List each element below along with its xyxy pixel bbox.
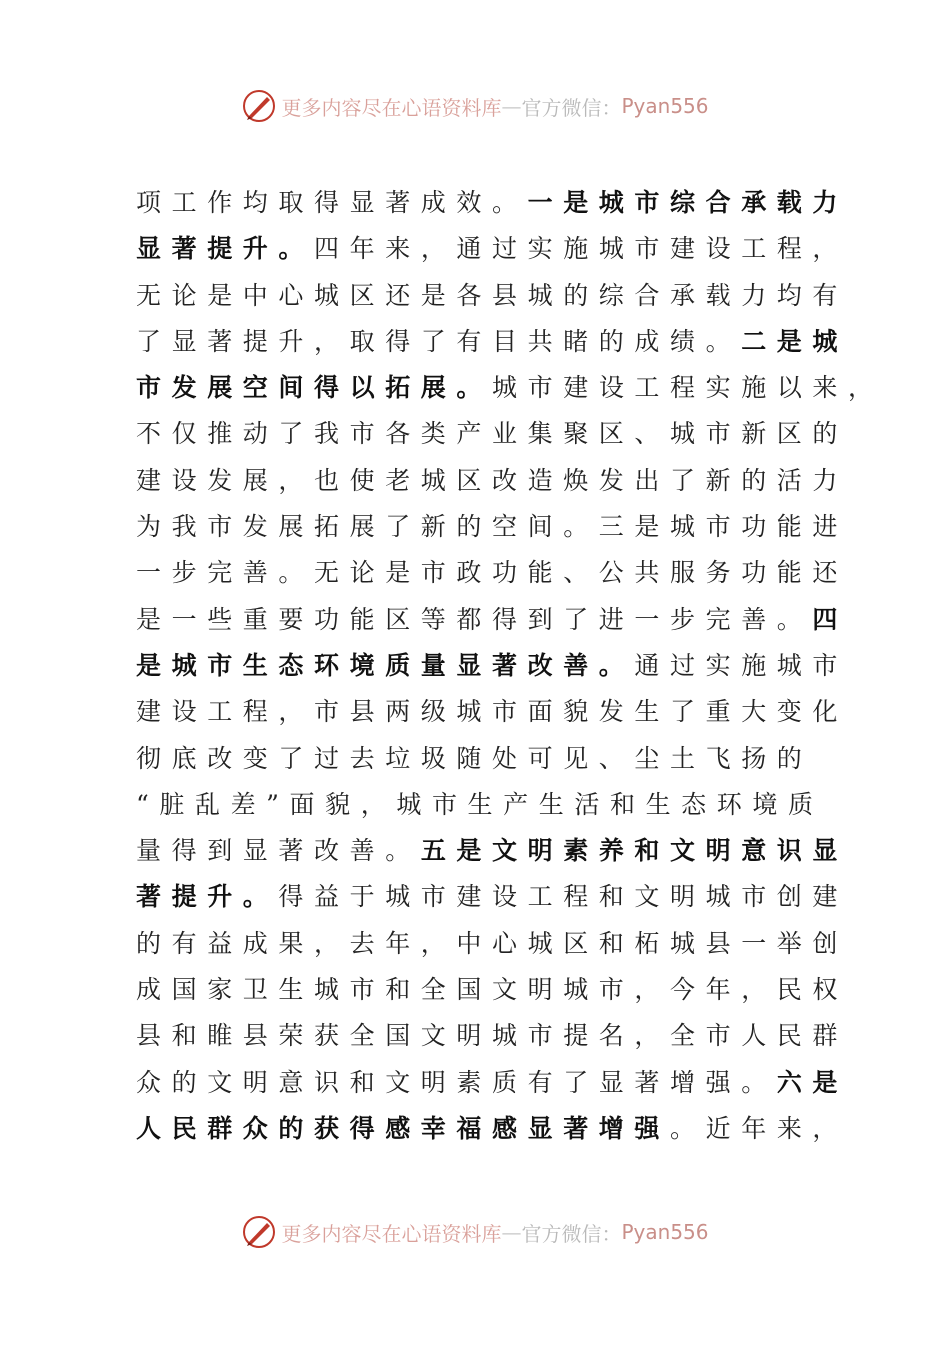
text-segment: 。近年来， — [670, 1113, 849, 1143]
text-line — [136, 319, 849, 365]
text-segment: 建设发展，也使老城区改造焕发出了新的活力 — [136, 465, 849, 495]
text-segment: 是一些重要功能区等都得到了进一步完善。 — [136, 604, 813, 634]
text-line — [136, 458, 849, 504]
text-line — [136, 273, 849, 319]
text-line — [136, 1013, 849, 1059]
text-line — [136, 1060, 849, 1106]
watermark-separator: — — [501, 94, 522, 118]
bold-phrase: 是城市生态环境质量显著改善。 — [136, 650, 635, 680]
text-line — [136, 1106, 849, 1152]
watermark-library-text: 更多内容尽在心语资料库 — [281, 95, 502, 120]
bold-phrase: 二是城 — [741, 326, 849, 356]
text-line — [136, 550, 849, 596]
bold-phrase: 著提升。 — [136, 882, 279, 912]
text-segment: 的有益成果，去年，中心城区和柘城县一举创 — [136, 928, 849, 958]
watermark-library-text: 更多内容尽在心语资料库 — [281, 1221, 502, 1246]
text-line — [136, 643, 849, 689]
text-segment: “脏乱差”面貌，城市生产生活和生态环境质 — [136, 789, 824, 819]
text-segment: 一步完善。无论是市政功能、公共服务功能还 — [136, 558, 849, 588]
text-segment: 县和睢县荣获全国文明城市提名，全市人民群 — [136, 1021, 849, 1051]
text-line — [136, 736, 846, 782]
bold-phrase: 市发展空间得以拓展。 — [136, 373, 493, 403]
text-segment: 众的文明意识和文明素质有了显著增强。 — [136, 1067, 777, 1097]
pen-logo-icon — [241, 1214, 277, 1250]
watermark-wechat-label: 官方微信： — [521, 1221, 622, 1246]
bold-phrase: 五是文明素养和文明意识显 — [420, 836, 849, 866]
text-line — [136, 411, 849, 457]
watermark-wechat-id: Pyan556 — [621, 1220, 709, 1244]
text-line — [136, 828, 849, 874]
text-segment: 彻底改变了过去垃圾随处可见、尘土飞扬的 — [136, 743, 813, 773]
pen-logo-icon — [241, 88, 277, 124]
watermark-wechat-label: 官方微信： — [521, 95, 622, 120]
text-line — [136, 921, 849, 967]
text-line — [136, 365, 884, 411]
text-segment: 量得到显著改善。 — [136, 836, 421, 866]
header-watermark — [0, 86, 950, 126]
text-segment: 为我市发展拓展了新的空间。三是城市功能进 — [136, 512, 849, 542]
bold-phrase: 一是城市综合承载力 — [527, 188, 849, 217]
bold-phrase: 四 — [812, 604, 849, 634]
text-line — [136, 874, 849, 920]
body-text — [136, 180, 884, 1152]
text-segment: 得益于城市建设工程和文明城市创建 — [278, 882, 849, 912]
watermark-separator: — — [501, 1220, 522, 1244]
bold-phrase: 人民群众的获得感幸福感显著增强 — [136, 1113, 671, 1143]
text-line — [136, 504, 849, 550]
text-segment: 不仅推动了我市各类产业集聚区、城市新区的 — [136, 419, 849, 449]
text-segment: 四年来，通过实施城市建设工程， — [314, 234, 849, 264]
footer-watermark — [0, 1212, 950, 1252]
text-line — [136, 782, 846, 828]
text-segment: 项工作均取得显著成效。 — [136, 188, 528, 217]
text-segment: 成国家卫生城市和全国文明城市，今年，民权 — [136, 975, 849, 1005]
text-line — [136, 597, 849, 643]
text-segment: 了显著提升，取得了有目共睹的成绩。 — [136, 326, 742, 356]
bold-phrase: 显著提升。 — [136, 234, 315, 264]
text-line — [136, 967, 849, 1013]
text-line — [136, 226, 849, 272]
text-segment: 无论是中心城区还是各县城的综合承载力均有 — [136, 280, 849, 310]
bold-phrase: 六是 — [776, 1067, 849, 1097]
text-line — [136, 180, 849, 226]
text-segment: 通过实施城市 — [634, 650, 849, 680]
watermark-wechat-id: Pyan556 — [621, 94, 709, 118]
text-segment: 城市建设工程实施以来， — [492, 373, 884, 403]
text-segment: 建设工程，市县两级城市面貌发生了重大变化 — [136, 697, 849, 727]
text-line — [136, 689, 849, 735]
